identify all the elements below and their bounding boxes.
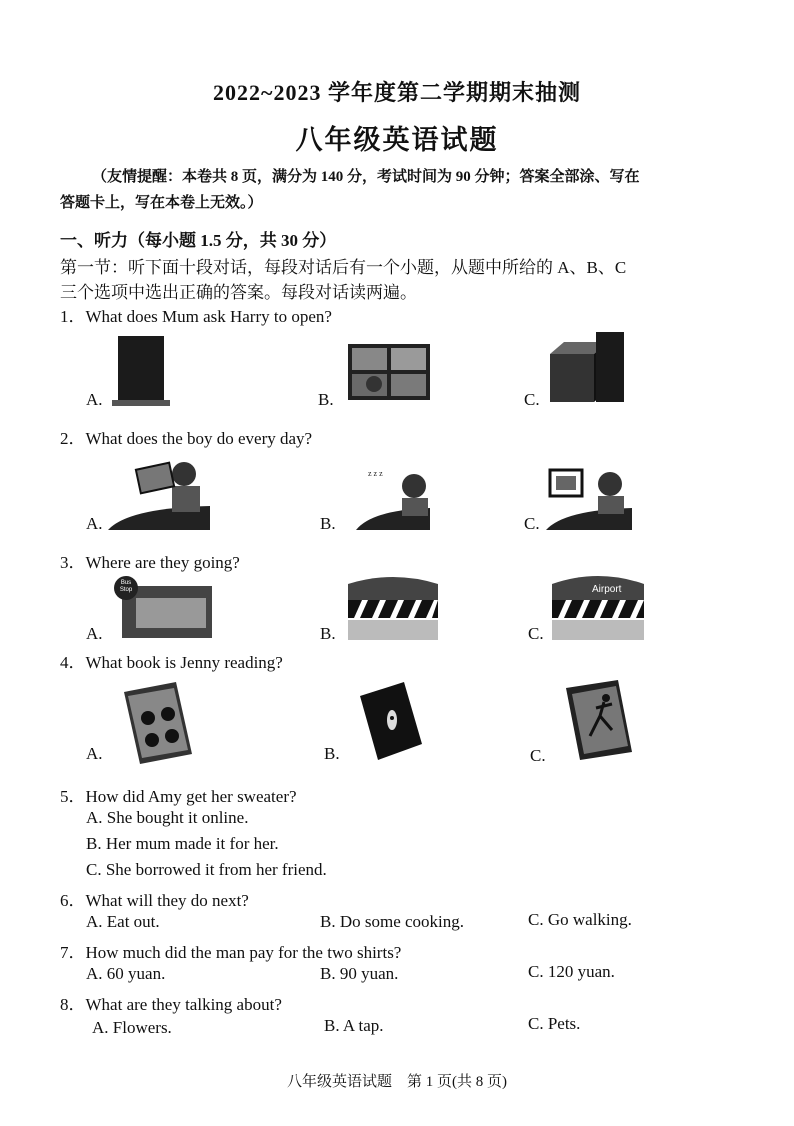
q8-option-b[interactable]: B. A tap. <box>324 1016 384 1035</box>
section-instruction-line2: 三个选项中选出正确的答案。每段对话读两遍。 <box>60 283 417 302</box>
question-number: 1． <box>60 307 86 326</box>
tv-boy-icon <box>546 464 632 530</box>
q4-option-b[interactable]: B. <box>324 744 340 763</box>
q4-option-c[interactable]: C. <box>530 746 546 765</box>
door-icon <box>112 336 170 406</box>
question-number: 7． <box>60 943 86 962</box>
question-1 <box>60 302 332 327</box>
question-text: How much did the man pay for the two shirts? <box>85 943 402 962</box>
section-title: 一、听力（每小题 1.5 分，共 30 分） <box>60 231 337 250</box>
exam-subtitle: 八年级英语试题 <box>295 125 499 155</box>
airport-sign-text: Airport <box>592 584 622 595</box>
question-text: How did Amy get her sweater? <box>85 787 297 806</box>
q2-option-c[interactable]: C. <box>524 514 540 533</box>
sleeping-boy-icon <box>356 464 430 530</box>
sports-book-icon <box>566 680 634 762</box>
q8-option-a[interactable]: A. Flowers. <box>92 1018 172 1037</box>
question-6 <box>60 886 249 911</box>
question-number: 8． <box>60 995 86 1014</box>
q3-option-a[interactable]: A. <box>86 624 103 643</box>
q1-option-a[interactable]: A. <box>86 390 103 409</box>
q2-option-a[interactable]: A. <box>86 514 103 533</box>
section-instruction-line1: 第一节：听下面十段对话，每段对话后有一个小题，从题中所给的 A、B、C <box>60 258 627 277</box>
window-icon <box>348 344 430 400</box>
q5-option-c[interactable]: C. She borrowed it from her friend. <box>86 860 327 879</box>
question-number: 3． <box>60 553 86 572</box>
exam-title: 2022~2023 学年度第二学期期末抽测 <box>213 80 581 105</box>
box-icon <box>550 332 626 404</box>
question-4 <box>60 648 283 673</box>
question-3 <box>60 548 240 573</box>
question-text: What are they talking about? <box>85 995 282 1014</box>
exam-tip-line2: 答题卡上，写在本卷上无效。） <box>60 195 263 211</box>
question-5 <box>60 782 297 807</box>
q2-option-b[interactable]: B. <box>320 514 336 533</box>
svg-text:z z z: z z z <box>368 469 383 478</box>
question-text: What will they do next? <box>85 891 249 910</box>
page-footer: 八年级英语试题 第 1 页(共 8 页) <box>287 1074 507 1090</box>
q1-option-c[interactable]: C. <box>524 390 540 409</box>
q6-option-c[interactable]: C. Go walking. <box>528 910 632 929</box>
question-text: Where are they going? <box>85 553 240 572</box>
q8-option-c[interactable]: C. Pets. <box>528 1014 581 1033</box>
question-number: 5． <box>60 787 86 806</box>
exam-tip-line1: （友情提醒：本卷共 8 页，满分为 140 分，考试时间为 90 分钟；答案全部涂、写在 <box>92 169 640 185</box>
q7-option-b[interactable]: B. 90 yuan. <box>320 964 399 983</box>
reading-boy-icon <box>108 458 210 530</box>
question-7 <box>60 938 401 963</box>
q1-option-b[interactable]: B. <box>318 390 334 409</box>
q5-option-a[interactable]: A. She bought it online. <box>86 808 249 827</box>
question-number: 6． <box>60 891 86 910</box>
question-number: 2． <box>60 429 86 448</box>
station-icon <box>348 574 438 640</box>
question-8 <box>60 990 282 1015</box>
q3-option-c[interactable]: C. <box>528 624 544 643</box>
q6-option-b[interactable]: B. Do some cooking. <box>320 912 465 931</box>
q6-option-a[interactable]: A. Eat out. <box>86 912 160 931</box>
dark-book-icon <box>358 682 424 762</box>
question-text: What does Mum ask Harry to open? <box>85 307 332 326</box>
question-number: 4． <box>60 653 86 672</box>
cartoon-book-icon <box>120 682 196 766</box>
question-text: What book is Jenny reading? <box>85 653 283 672</box>
airport-icon <box>552 572 644 640</box>
question-text: What does the boy do every day? <box>85 429 313 448</box>
bus-stop-sign-text: Bus Stop <box>119 580 133 593</box>
bus-stop-icon <box>112 576 212 638</box>
q5-option-b[interactable]: B. Her mum made it for her. <box>86 834 279 853</box>
q3-option-b[interactable]: B. <box>320 624 336 643</box>
q4-option-a[interactable]: A. <box>86 744 103 763</box>
q7-option-c[interactable]: C. 120 yuan. <box>528 962 615 981</box>
question-2 <box>60 424 312 449</box>
q7-option-a[interactable]: A. 60 yuan. <box>86 964 166 983</box>
